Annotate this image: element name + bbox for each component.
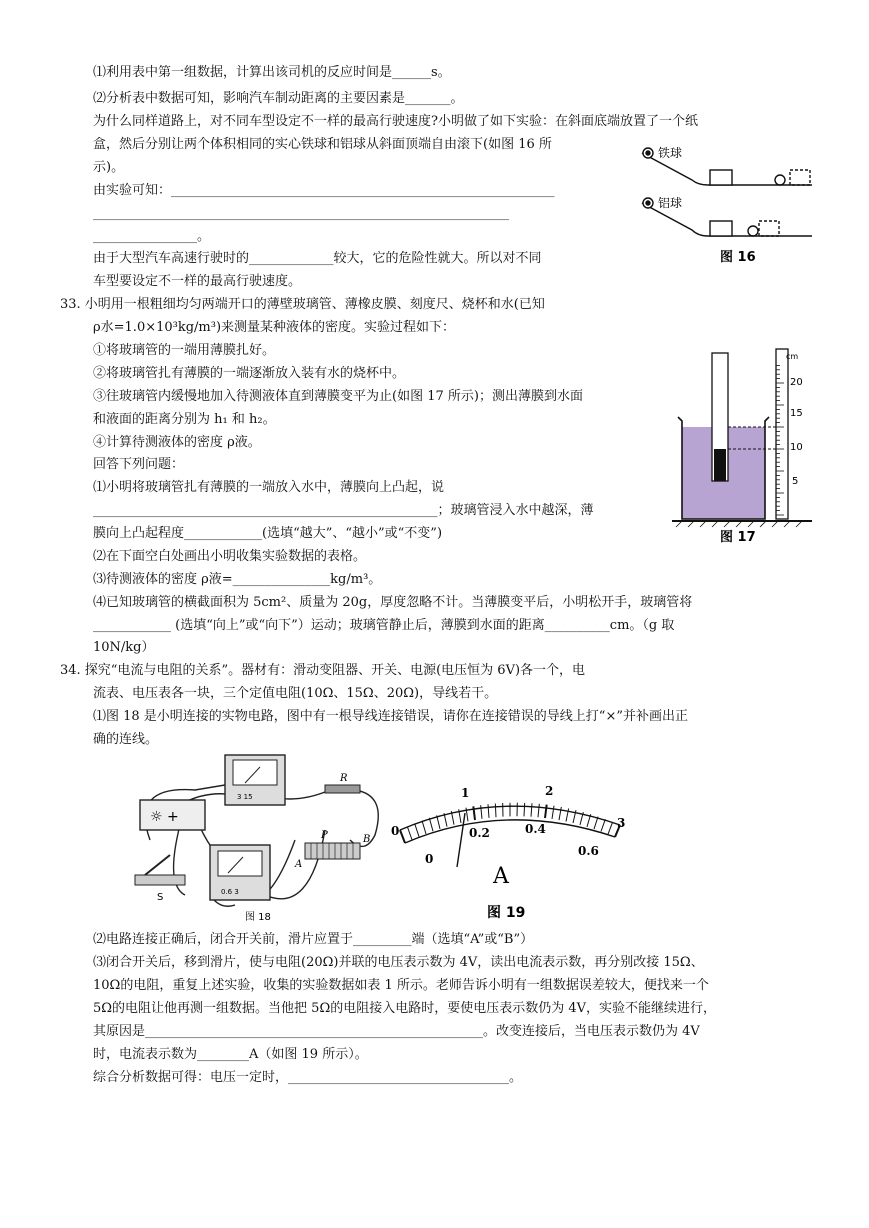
text-line: ⑷已知玻璃管的横截面积为 5cm²、质量为 20g，厚度忽略不计。当薄膜变平后，小明松开手，玻璃管将: [93, 595, 693, 610]
text-line: ⑴利用表中第一组数据，计算出该司机的反应时间是______s。: [93, 65, 451, 80]
text-line: ⑵在下面空白处画出小明收集实验数据的表格。: [93, 549, 367, 564]
text-line: 为什么同样道路上，对不同车型设定不一样的最高行驶速度?小明做了如下实验：在斜面底端放置了一个纸: [93, 114, 698, 129]
voltmeter-terminals: 3 15: [237, 793, 253, 801]
terminal-a-label: A: [295, 859, 303, 870]
ruler-tick-label: 15: [790, 408, 803, 419]
text-line: ③往玻璃管内缓慢地加入待测液体直到薄膜变平为止(如图 17 所示)；测出薄膜到水面: [93, 389, 583, 404]
text-line: 10Ω的电阻，重复上述实验，收集的实验数据如表 1 所示。老师告诉小明有一组数据误差较大，便找来一个: [93, 978, 709, 993]
figure-19-caption: 图 19: [487, 905, 526, 921]
text-line: ____________ (选填“向上”或“向下”）运动；玻璃管静止后，薄膜到水面的距离__________cm。（g 取: [93, 618, 675, 633]
text-line: 回答下列问题：: [93, 457, 185, 472]
text-line: ⑶闭合开关后，移到滑片，使与电阻(20Ω)并联的电压表示数为 4V，读出电流表示数，再分别改接 15Ω、: [93, 955, 704, 970]
text-line: ④计算待测液体的密度 ρ液。: [93, 435, 261, 450]
text-line: 车型要设定不一样的最高行驶速度。: [93, 274, 302, 289]
battery-icon: ☼ +: [150, 809, 179, 825]
text-line: ________________。: [93, 229, 211, 244]
text-line: ①将玻璃管的一端用薄膜扎好。: [93, 343, 276, 358]
text-line: ⑵电路连接正确后，闭合开关前，滑片应置于_________端（选填“A”或“B”）: [93, 932, 534, 947]
dial-upper-label: 0: [391, 824, 400, 838]
ruler-tick-label: 10: [790, 442, 803, 453]
text-line: 综合分析数据可得：电压一定时，__________________________________。: [93, 1070, 523, 1085]
slider-label: P: [321, 830, 328, 841]
figure-16-caption: 图 16: [720, 250, 756, 265]
text-line: 流表、电压表各一块，三个定值电阻(10Ω、15Ω、20Ω)，导线若干。: [93, 686, 498, 701]
text-line: ⑴小明将玻璃管扎有薄膜的一端放入水中，薄膜向上凸起，说: [93, 480, 445, 495]
text-line: 10N/kg）: [93, 640, 155, 655]
text-line: _____________________________________________________；玻璃管浸入水中越深，薄: [93, 503, 594, 518]
iron-ball-label: 铁球: [658, 146, 683, 160]
figure-18-caption: 图 18: [245, 912, 271, 923]
text-line: ②将玻璃管扎有薄膜的一端逐渐放入装有水的烧杯中。: [93, 366, 406, 381]
ruler-tick-label: 20: [790, 377, 803, 388]
text-line: ⑴图 18 是小明连接的实物电路，图中有一根导线连接错误，请你在连接错误的导线上打“×”并补画出正: [93, 709, 688, 724]
text-line: 其原因是____________________________________________________。改变连接后，当电压表示数仍为 4V: [93, 1024, 700, 1039]
dial-lower-label: 0.2: [469, 826, 490, 840]
text-line: ⑶待测液体的密度 ρ液=_______________kg/m³。: [93, 572, 382, 587]
question-34: 34. 探究“电流与电阻的关系”。器材有：滑动变阻器、开关、电源(电压恒为 6V)各一个，电: [60, 663, 586, 678]
figure-17-caption: 图 17: [720, 530, 756, 545]
ruler-tick-label: 5: [792, 476, 799, 487]
text-line: 确的连线。: [93, 732, 159, 747]
text-line: ⑵分析表中数据可知，影响汽车制动距离的主要因素是_______。: [93, 91, 464, 106]
switch-label: S: [157, 892, 164, 903]
text-line: 盒，然后分别让两个体积相同的实心铁球和铝球从斜面顶端自由滚下(如图 16 所: [93, 137, 552, 152]
text-line: 示)。: [93, 160, 125, 175]
text-line: 时，电流表示数为________A（如图 19 所示）。: [93, 1047, 368, 1062]
dial-lower-label: 0.4: [525, 822, 546, 836]
question-33: 33. 小明用一根粗细均匀两端开口的薄壁玻璃管、薄橡皮膜、刻度尺、烧杯和水(已知: [60, 297, 545, 312]
ruler-unit: cm: [786, 352, 799, 361]
text-line: 5Ω的电阻让他再测一组数据。当他把 5Ω的电阻接入电路时，要使电压表示数仍为 4V，实验不能继续进行，: [93, 1001, 717, 1016]
figure-16: [632, 135, 817, 270]
dial-lower-label: 0.6: [578, 844, 599, 858]
text-line: ρ水=1.0×10³kg/m³)来测量某种液体的密度。实验过程如下：: [93, 320, 456, 335]
aluminum-ball-label: 铝球: [658, 196, 683, 210]
figure-17: [672, 345, 812, 545]
ammeter-terminals: 0.6 3: [221, 888, 239, 896]
dial-unit: A: [493, 864, 509, 889]
text-line: ________________________________________________________________: [93, 206, 509, 221]
figure-19: [385, 775, 635, 925]
dial-lower-label: 0: [425, 852, 434, 866]
dial-upper-label: 1: [461, 786, 470, 800]
resistor-label: R: [340, 773, 348, 784]
text-line: 和液面的距离分别为 h₁ 和 h₂。: [93, 412, 276, 427]
text-line: 膜向上凸起程度____________(选填“越大”、“越小”或“不变”): [93, 526, 443, 541]
dial-upper-label: 2: [545, 784, 554, 798]
text-line: 由于大型汽车高速行驶时的_____________较大，它的危险性就大。所以对不同: [93, 251, 542, 266]
text-line: 由实验可知：___________________________________________________________: [93, 183, 555, 198]
figure-18: [125, 745, 390, 925]
dial-upper-label: 3: [617, 816, 626, 830]
terminal-b-label: B: [363, 834, 371, 845]
